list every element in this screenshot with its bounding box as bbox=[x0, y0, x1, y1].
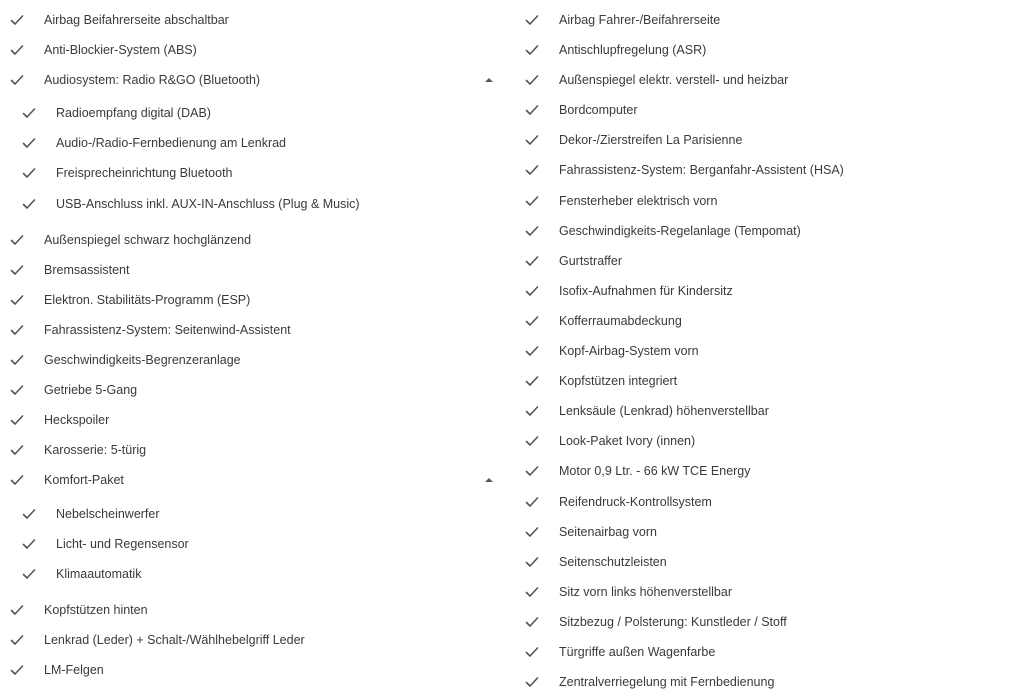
feature-item-nebelscheinwerfer bbox=[0, 499, 500, 529]
feature-label: Fahrassistenz-System: Berganfahr-Assistent (HSA) bbox=[559, 163, 844, 178]
feature-item-aussenspiegel-elektr-verstell-und-heizbar bbox=[515, 65, 1015, 95]
feature-item-fahrassistenz-system-seitenwind-assistent bbox=[0, 315, 500, 345]
check-icon bbox=[525, 435, 539, 447]
check-icon bbox=[525, 676, 539, 688]
check-icon bbox=[22, 568, 36, 580]
check-icon bbox=[525, 345, 539, 357]
feature-item-fahrassistenz-system-berganfahr-assistent-hsa bbox=[515, 155, 1015, 185]
check-icon bbox=[22, 538, 36, 550]
feature-label: Getriebe 5-Gang bbox=[44, 383, 138, 398]
feature-label: Freisprecheinrichtung Bluetooth bbox=[56, 166, 233, 181]
feature-item-kopfstuetzen-integriert bbox=[515, 366, 1015, 396]
feature-item-reifendruck-kontrollsystem bbox=[515, 487, 1015, 517]
feature-label: Isofix-Aufnahmen für Kindersitz bbox=[559, 283, 733, 298]
feature-label: Licht- und Regensensor bbox=[56, 536, 189, 551]
feature-item-lm-felgen bbox=[0, 655, 500, 685]
feature-item-sitz-vorn-links-hoehenverstellbar bbox=[515, 577, 1015, 607]
equipment-list-right bbox=[515, 5, 1015, 697]
feature-item-audio-radio-fernbedienung-am-lenkrad bbox=[0, 128, 500, 158]
feature-item-geschwindigkeits-regelanlage-tempomat bbox=[515, 216, 1015, 246]
feature-item-karosserie-5-tuerig bbox=[0, 435, 500, 465]
feature-label: USB-Anschluss inkl. AUX-IN-Anschluss (Plug & Music) bbox=[56, 196, 360, 211]
feature-label: Motor 0,9 Ltr. - 66 kW TCE Energy bbox=[559, 464, 751, 479]
feature-item-aussenspiegel-schwarz-hochglaenzend bbox=[0, 225, 500, 255]
feature-label: Bordcomputer bbox=[559, 103, 638, 118]
feature-item-isofix-aufnahmen-fuer-kindersitz bbox=[515, 276, 1015, 306]
feature-item-radioempfang-digital-dab bbox=[0, 98, 500, 128]
feature-label: Komfort-Paket bbox=[44, 473, 124, 488]
check-icon bbox=[10, 324, 24, 336]
feature-item-anti-blockier-system-abs bbox=[0, 35, 500, 65]
feature-label: Sitz vorn links höhenverstellbar bbox=[559, 584, 732, 599]
check-icon bbox=[525, 104, 539, 116]
feature-label: Lenkrad (Leder) + Schalt-/Wählhebelgriff Leder bbox=[44, 632, 305, 647]
check-icon bbox=[10, 634, 24, 646]
feature-label: Elektron. Stabilitäts-Programm (ESP) bbox=[44, 292, 251, 307]
check-icon bbox=[525, 526, 539, 538]
feature-item-klimaautomatik bbox=[0, 559, 500, 589]
check-icon bbox=[22, 167, 36, 179]
feature-item-bremsassistent bbox=[0, 255, 500, 285]
check-icon bbox=[10, 384, 24, 396]
feature-item-seitenschutzleisten bbox=[515, 547, 1015, 577]
check-icon bbox=[22, 107, 36, 119]
feature-item-elektron-stabilitaets-programm-esp bbox=[0, 285, 500, 315]
feature-label: Außenspiegel schwarz hochglänzend bbox=[44, 232, 252, 247]
check-icon bbox=[10, 264, 24, 276]
feature-item-kofferraumabdeckung bbox=[515, 306, 1015, 336]
feature-label: Bremsassistent bbox=[44, 262, 130, 277]
check-icon bbox=[525, 616, 539, 628]
feature-label: LM-Felgen bbox=[44, 662, 104, 677]
feature-label: Airbag Fahrer-/Beifahrerseite bbox=[559, 13, 721, 27]
feature-item-zentralverriegelung-mit-fernbedienung bbox=[515, 667, 1015, 697]
check-icon bbox=[525, 44, 539, 56]
check-icon bbox=[22, 198, 36, 210]
feature-label: Heckspoiler bbox=[44, 413, 110, 428]
feature-group-children bbox=[0, 95, 500, 224]
feature-item-fensterheber-elektrisch-vorn bbox=[515, 186, 1015, 216]
check-icon bbox=[525, 285, 539, 297]
check-icon bbox=[525, 225, 539, 237]
feature-label: Seitenschutzleisten bbox=[559, 554, 667, 569]
feature-item-antischlupfregelung-asr bbox=[515, 35, 1015, 65]
check-icon bbox=[10, 444, 24, 456]
check-icon bbox=[10, 474, 24, 486]
feature-item-kopf-airbag-system-vorn bbox=[515, 336, 1015, 366]
check-icon bbox=[10, 44, 24, 56]
feature-item-lenksaeule-lenkrad-hoehenverstellbar bbox=[515, 396, 1015, 426]
feature-label: Airbag Beifahrerseite abschaltbar bbox=[44, 13, 229, 27]
feature-label: Look-Paket Ivory (innen) bbox=[559, 434, 696, 449]
feature-label: Audio-/Radio-Fernbedienung am Lenkrad bbox=[56, 136, 287, 151]
feature-item-motor-0-9-ltr-66-kw-tce-energy bbox=[515, 456, 1015, 486]
feature-label: Geschwindigkeits-Regelanlage (Tempomat) bbox=[559, 223, 801, 238]
feature-label: Kopfstützen hinten bbox=[44, 602, 148, 617]
feature-label: Klimaautomatik bbox=[56, 566, 142, 581]
check-icon bbox=[10, 414, 24, 426]
feature-item-getriebe-5-gang bbox=[0, 375, 500, 405]
feature-item-bordcomputer bbox=[515, 95, 1015, 125]
feature-group-audiosystem-radio-r-go-bluetooth[interactable] bbox=[0, 65, 500, 95]
feature-label: Kopfstützen integriert bbox=[559, 374, 678, 389]
check-icon bbox=[525, 586, 539, 598]
feature-item-geschwindigkeits-begrenzeranlage bbox=[0, 345, 500, 375]
feature-label: Seitenairbag vorn bbox=[559, 524, 657, 539]
feature-item-kopfstuetzen-hinten bbox=[0, 595, 500, 625]
feature-label: Antischlupfregelung (ASR) bbox=[559, 43, 707, 58]
chevron-up-icon[interactable] bbox=[485, 478, 493, 482]
check-icon bbox=[525, 496, 539, 508]
check-icon bbox=[525, 646, 539, 658]
check-icon bbox=[525, 465, 539, 477]
feature-label: Kofferraumabdeckung bbox=[559, 313, 682, 328]
check-icon bbox=[10, 354, 24, 366]
feature-item-heckspoiler bbox=[0, 405, 500, 435]
check-icon bbox=[525, 164, 539, 176]
feature-label: Zentralverriegelung mit Fernbedienung bbox=[559, 675, 775, 690]
feature-item-lenkrad-leder-schalt-waehlhebelgriff-leder bbox=[0, 625, 500, 655]
feature-item-seitenairbag-vorn bbox=[515, 517, 1015, 547]
equipment-list-left bbox=[0, 5, 500, 685]
check-icon bbox=[22, 508, 36, 520]
feature-label: Außenspiegel elektr. verstell- und heizbar bbox=[559, 73, 789, 88]
check-icon bbox=[525, 74, 539, 86]
check-icon bbox=[10, 14, 24, 26]
feature-item-airbag-beifahrerseite-abschaltbar bbox=[0, 5, 500, 35]
feature-label: Audiosystem: Radio R&GO (Bluetooth) bbox=[44, 73, 261, 88]
feature-label: Fahrassistenz-System: Seitenwind-Assistent bbox=[44, 322, 291, 337]
feature-label: Lenksäule (Lenkrad) höhenverstellbar bbox=[559, 404, 769, 419]
feature-item-airbag-fahrer-beifahrerseite bbox=[515, 5, 1015, 35]
feature-label: Kopf-Airbag-System vorn bbox=[559, 344, 699, 359]
feature-label: Reifendruck-Kontrollsystem bbox=[559, 494, 712, 509]
feature-label: Gurtstraffer bbox=[559, 253, 622, 268]
check-icon bbox=[525, 556, 539, 568]
feature-item-look-paket-ivory-innen bbox=[515, 426, 1015, 456]
check-icon bbox=[525, 405, 539, 417]
feature-label: Fensterheber elektrisch vorn bbox=[559, 193, 718, 208]
feature-item-gurtstraffer bbox=[515, 246, 1015, 276]
feature-label: Türgriffe außen Wagenfarbe bbox=[559, 644, 716, 659]
feature-label: Geschwindigkeits-Begrenzeranlage bbox=[44, 353, 241, 368]
feature-group-children bbox=[0, 496, 500, 595]
check-icon bbox=[10, 294, 24, 306]
check-icon bbox=[525, 14, 539, 26]
check-icon bbox=[525, 375, 539, 387]
feature-label: Nebelscheinwerfer bbox=[56, 506, 160, 521]
feature-label: Radioempfang digital (DAB) bbox=[56, 106, 211, 121]
feature-label: Karosserie: 5-türig bbox=[44, 443, 147, 458]
feature-item-usb-anschluss-inkl-aux-in-anschluss-plug-music bbox=[0, 189, 500, 219]
check-icon bbox=[10, 234, 24, 246]
feature-label: Anti-Blockier-System (ABS) bbox=[44, 43, 197, 58]
feature-group-komfort-paket[interactable] bbox=[0, 465, 500, 495]
feature-item-sitzbezug-polsterung-kunstleder-stoff bbox=[515, 607, 1015, 637]
feature-item-licht-und-regensensor bbox=[0, 529, 500, 559]
chevron-up-icon[interactable] bbox=[485, 78, 493, 82]
feature-label: Sitzbezug / Polsterung: Kunstleder / Stoff bbox=[559, 614, 787, 629]
feature-item-tuergriffe-aussen-wagenfarbe bbox=[515, 637, 1015, 667]
check-icon bbox=[525, 315, 539, 327]
check-icon bbox=[10, 74, 24, 86]
feature-item-freisprecheinrichtung-bluetooth bbox=[0, 158, 500, 188]
check-icon bbox=[525, 134, 539, 146]
feature-label: Dekor-/Zierstreifen La Parisienne bbox=[559, 133, 743, 148]
check-icon bbox=[10, 664, 24, 676]
check-icon bbox=[525, 255, 539, 267]
check-icon bbox=[10, 604, 24, 616]
check-icon bbox=[22, 137, 36, 149]
check-icon bbox=[525, 195, 539, 207]
feature-item-dekor-zierstreifen-la-parisienne bbox=[515, 125, 1015, 155]
